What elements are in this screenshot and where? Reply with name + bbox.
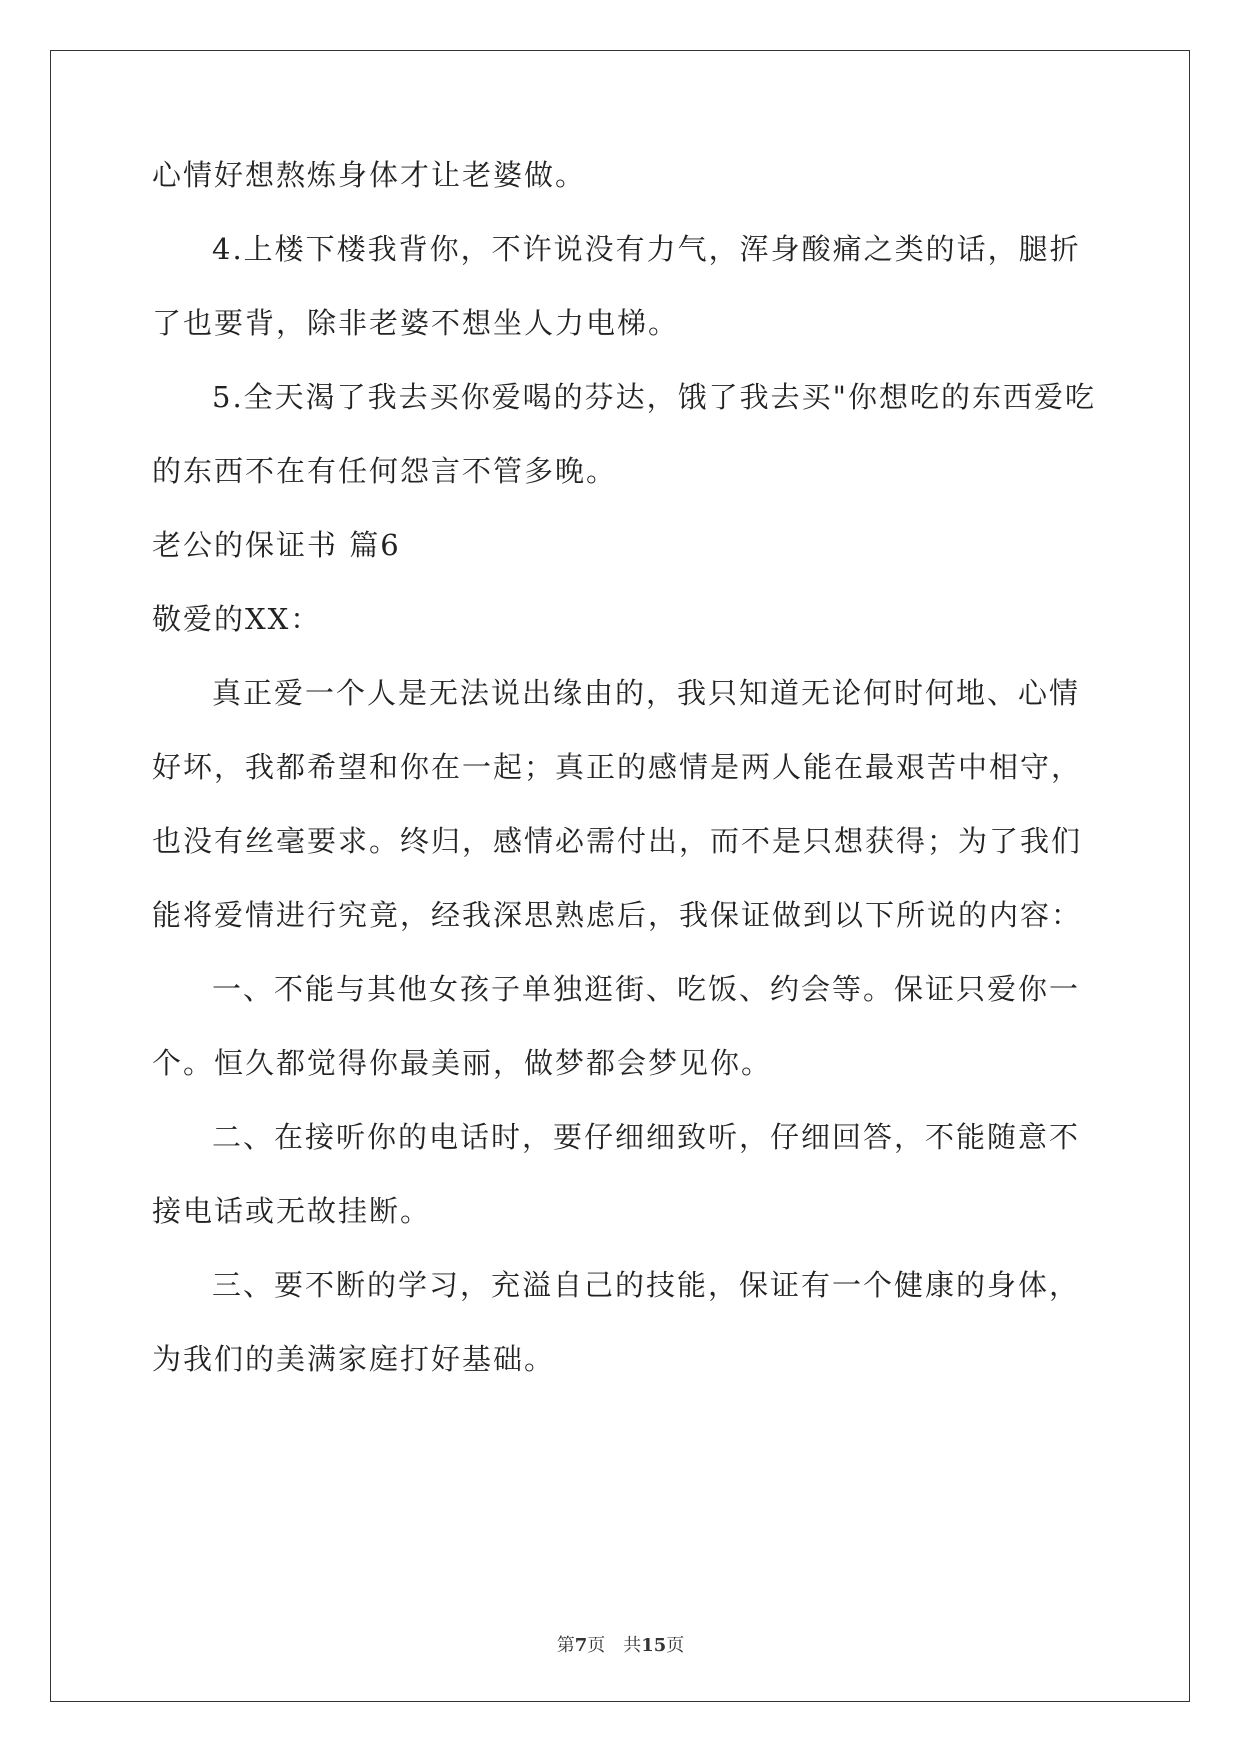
text-line: 了也要背，除非老婆不想坐人力电梯。 — [152, 306, 680, 340]
text-line: 个。恒久都觉得你最美丽，做梦都会梦见你。 — [152, 1046, 773, 1080]
text-line: 二、在接听你的电话时，要仔细细致听，仔细回答，不能随意不 — [212, 1120, 1081, 1154]
page-number: 7 — [574, 1635, 588, 1656]
footer-total-suffix: 页 — [666, 1635, 685, 1656]
text-line: 接电话或无故挂断。 — [152, 1194, 432, 1228]
page-footer — [0, 1634, 1241, 1658]
text-line: 能将爱情进行究竟，经我深思熟虑后，我保证做到以下所说的内容： — [152, 898, 1083, 932]
footer-total-prefix: 共 — [623, 1635, 642, 1656]
text-line: 4.上楼下楼我背你，不许说没有力气，浑身酸痛之类的话，腿折 — [212, 232, 1081, 266]
text-line: 一、不能与其他女孩子单独逛街、吃饭、约会等。保证只爱你一 — [212, 972, 1081, 1006]
section-heading: 老公的保证书 篇6 — [152, 528, 401, 562]
footer-prefix: 第 — [556, 1635, 575, 1656]
salutation: 敬爱的XX： — [152, 602, 322, 636]
text-line: 真正爱一个人是无法说出缘由的，我只知道无论何时何地、心情 — [212, 676, 1081, 710]
text-line: 好坏，我都希望和你在一起；真正的感情是两人能在最艰苦中相守， — [152, 750, 1083, 784]
total-pages: 15 — [641, 1635, 667, 1656]
text-line: 5.全天渴了我去买你爱喝的芬达，饿了我去买"你想吃的东西爱吃 — [212, 380, 1097, 414]
page-border — [50, 50, 1190, 1702]
footer-page-suffix: 页 — [587, 1635, 606, 1656]
text-line: 三、要不断的学习，充溢自己的技能，保证有一个健康的身体， — [212, 1268, 1081, 1302]
text-line: 也没有丝毫要求。终归，感情必需付出，而不是只想获得；为了我们 — [152, 824, 1083, 858]
text-line: 为我们的美满家庭打好基础。 — [152, 1342, 556, 1376]
text-line: 的东西不在有任何怨言不管多晚。 — [152, 454, 618, 488]
text-line: 心情好想熬炼身体才让老婆做。 — [152, 158, 587, 192]
